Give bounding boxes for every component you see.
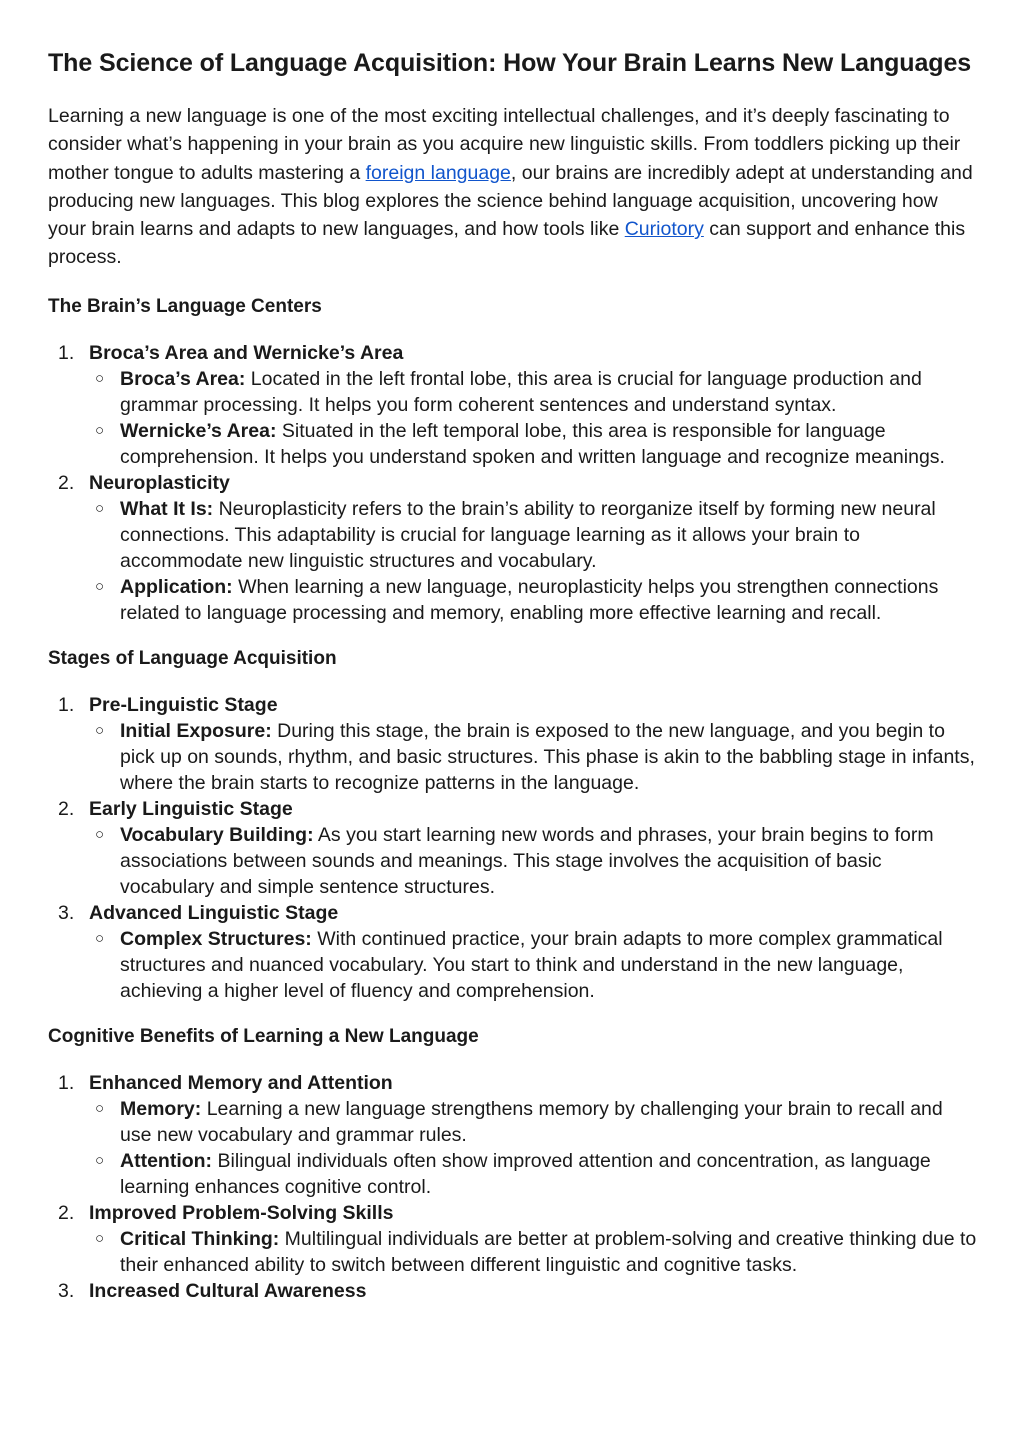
bullet-lead-term: Wernicke’s Area: xyxy=(120,419,277,442)
bullet-lead-term: Complex Structures: xyxy=(120,927,312,950)
bullet-list xyxy=(89,496,978,626)
list-item-title: Improved Problem-Solving Skills xyxy=(89,1201,394,1224)
list-item xyxy=(48,692,978,796)
list-item xyxy=(48,900,978,1004)
bullet-item xyxy=(89,926,978,1004)
hollow-circle-bullet-icon: ○ xyxy=(95,421,105,439)
hollow-circle-bullet-icon: ○ xyxy=(95,721,105,739)
numbered-list xyxy=(48,1070,978,1304)
hollow-circle-bullet-icon: ○ xyxy=(95,929,105,947)
list-item xyxy=(48,1070,978,1200)
list-item-title: Pre-Linguistic Stage xyxy=(89,693,278,716)
list-number: 1. xyxy=(58,341,75,364)
intro-text-1: Learning a new language is one of the most exciting intellectual challenges, and it’s deeply fascinating to consider what’s happening in your brain as you acquire new linguistic skills. From toddlers picking up their mother tongue to adults mastering a xyxy=(48,105,961,184)
list-item xyxy=(48,470,978,626)
bullet-list xyxy=(89,366,978,470)
intro-text-3: can support and enhance this process. xyxy=(48,218,966,269)
bullet-text: Learning a new language strengthens memory by challenging your brain to recall and use new vocabulary and grammar rules. xyxy=(120,1097,943,1146)
intro-paragraph xyxy=(48,102,978,272)
bullet-text: Multilingual individuals are better at problem-solving and creative thinking due to their enhanced ability to switch between different linguistic and cognitive tasks. xyxy=(120,1227,977,1276)
list-item-title: Increased Cultural Awareness xyxy=(89,1279,367,1302)
hollow-circle-bullet-icon: ○ xyxy=(95,1099,105,1117)
bullet-item xyxy=(89,1148,978,1200)
bullet-item xyxy=(89,574,978,626)
page-title: The Science of Language Acquisition: How Your Brain Learns New Languages xyxy=(48,49,972,77)
document-page xyxy=(48,46,978,1324)
bullet-item xyxy=(89,822,978,900)
list-number: 2. xyxy=(58,797,75,820)
bullet-text: With continued practice, your brain adapts to more complex grammatical structures and nuanced vocabulary. You start to think and understand in the new language, achieving a higher level of fluency and comprehension. xyxy=(120,927,943,1002)
curiotory-link[interactable]: Curiotory xyxy=(624,218,704,241)
sections-container xyxy=(48,294,978,1304)
list-item xyxy=(48,796,978,900)
list-item xyxy=(48,1278,978,1304)
bullet-lead-term: Attention: xyxy=(120,1149,213,1172)
bullet-item xyxy=(89,1226,978,1278)
section-heading: The Brain’s Language Centers xyxy=(48,295,322,317)
bullet-lead-term: Application: xyxy=(120,575,233,598)
section-heading: Cognitive Benefits of Learning a New Language xyxy=(48,1025,479,1047)
bullet-list xyxy=(89,1096,978,1200)
list-number: 3. xyxy=(58,1279,75,1302)
bullet-item xyxy=(89,496,978,574)
bullet-lead-term: Initial Exposure: xyxy=(120,719,272,742)
list-number: 2. xyxy=(58,471,75,494)
list-item xyxy=(48,1200,978,1278)
bullet-list xyxy=(89,718,978,796)
hollow-circle-bullet-icon: ○ xyxy=(95,1151,105,1169)
section-heading: Stages of Language Acquisition xyxy=(48,647,337,669)
bullet-lead-term: What It Is: xyxy=(120,497,214,520)
list-item xyxy=(48,340,978,470)
list-item-title: Neuroplasticity xyxy=(89,471,230,494)
intro-text-2: , our brains are incredibly adept at understanding and producing new languages. This blog explores the science behind language acquisition, uncovering how your brain learns and adapts to new languages, and how tools like xyxy=(48,161,973,241)
bullet-text: During this stage, the brain is exposed to the new language, and you begin to pick up on sounds, rhythm, and basic structures. This phase is akin to the babbling stage in infants, where the brain starts to recognize patterns in the language. xyxy=(120,719,975,794)
bullet-text: As you start learning new words and phrases, your brain begins to form associations between sounds and meanings. This stage involves the acquisition of basic vocabulary and simple sentence structures. xyxy=(120,823,934,898)
bullet-lead-term: Broca’s Area: xyxy=(120,367,246,390)
list-item-title: Early Linguistic Stage xyxy=(89,797,293,820)
bullet-text: When learning a new language, neuroplasticity helps you strengthen connections related to language processing and memory, enabling more effective learning and recall. xyxy=(120,575,939,624)
bullet-item xyxy=(89,418,978,470)
hollow-circle-bullet-icon: ○ xyxy=(95,369,105,387)
bullet-item xyxy=(89,366,978,418)
hollow-circle-bullet-icon: ○ xyxy=(95,577,105,595)
bullet-list xyxy=(89,822,978,900)
list-number: 1. xyxy=(58,1071,75,1094)
numbered-list xyxy=(48,340,978,626)
list-number: 2. xyxy=(58,1201,75,1224)
list-item-title: Broca’s Area and Wernicke’s Area xyxy=(89,341,404,364)
bullet-lead-term: Critical Thinking: xyxy=(120,1227,280,1250)
list-number: 1. xyxy=(58,693,75,716)
bullet-list xyxy=(89,926,978,1004)
foreign-language-link[interactable]: foreign language xyxy=(365,161,511,184)
hollow-circle-bullet-icon: ○ xyxy=(95,499,105,517)
bullet-text: Located in the left frontal lobe, this area is crucial for language production and grammar processing. It helps you form coherent sentences and understand syntax. xyxy=(120,367,922,416)
bullet-item xyxy=(89,718,978,796)
bullet-lead-term: Memory: xyxy=(120,1097,202,1120)
bullet-text: Situated in the left temporal lobe, this area is responsible for language comprehension. It helps you understand spoken and written language and recognize meanings. xyxy=(120,419,945,468)
list-number: 3. xyxy=(58,901,75,924)
bullet-item xyxy=(89,1096,978,1148)
bullet-list xyxy=(89,1226,978,1278)
list-item-title: Advanced Linguistic Stage xyxy=(89,901,339,924)
bullet-lead-term: Vocabulary Building: xyxy=(120,823,314,846)
numbered-list xyxy=(48,692,978,1004)
bullet-text: Bilingual individuals often show improved attention and concentration, as language learning enhances cognitive control. xyxy=(120,1149,931,1198)
list-item-title: Enhanced Memory and Attention xyxy=(89,1071,393,1094)
bullet-text: Neuroplasticity refers to the brain’s ability to reorganize itself by forming new neural connections. This adaptability is crucial for language learning as it allows your brain to accommodate new linguistic structures and vocabulary. xyxy=(120,497,936,572)
hollow-circle-bullet-icon: ○ xyxy=(95,1229,105,1247)
hollow-circle-bullet-icon: ○ xyxy=(95,825,105,843)
